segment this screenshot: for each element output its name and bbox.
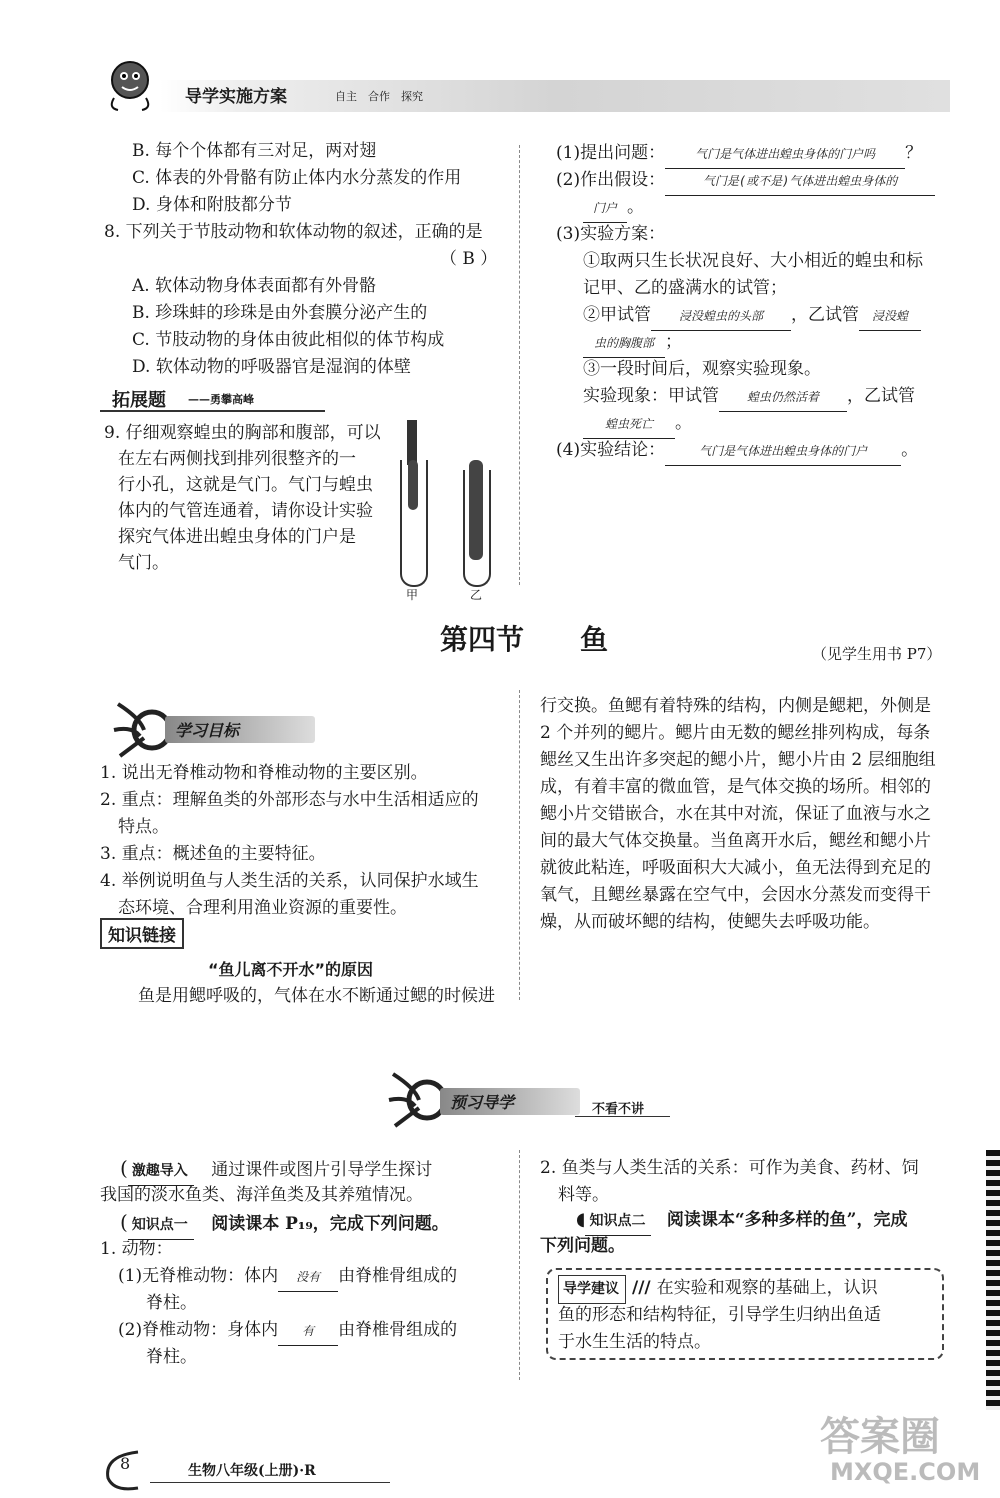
option-d: D. 身体和附肢都分节 [132, 195, 292, 215]
fill-hypothesis: 气门是(或不是)气体进出蝗虫身体的 [665, 168, 935, 196]
goal-4: 4. 举例说明鱼与人类生活的关系，认同保护水域生 [100, 871, 479, 891]
goal-1: 1. 说出无脊椎动物和脊椎动物的主要区别。 [100, 763, 428, 783]
step-3-2: ②甲试管 浸没蝗虫的头部 ，乙试管 浸没蝗 [583, 302, 921, 331]
tube-a-insect-body [408, 460, 418, 510]
extension-title: 拓展题 [112, 390, 166, 411]
fill-q1a: 没有 [278, 1264, 338, 1292]
page-number: 8 [120, 1454, 131, 1473]
step-3-1: ①取两只生长状况良好、大小相近的蝗虫和标 [583, 251, 923, 271]
fill-observation-b: 蝗虫死亡 [583, 411, 675, 439]
kp2-line: ◖ 知识点二 阅读课本“多种多样的鱼”，完成 [576, 1206, 907, 1236]
step-2-cont: 门户 。 [583, 194, 644, 223]
article-line-3: 鳃丝又生出许多突起的鳃小片，鳃小片由 2 层细胞组 [540, 750, 936, 770]
tube-a-label: 甲 [406, 588, 419, 602]
q9-line-3: 行小孔，这就是气门。气门与蝗虫 [118, 475, 373, 495]
q8-option-c: C. 节肢动物的身体由彼此相似的体节构成 [132, 330, 445, 350]
q9-line-5: 探究气体进出蝗虫身体的门户是 [118, 527, 356, 547]
goals-title: 学习目标 [165, 716, 315, 743]
question-8-answer: （ B ） [440, 249, 498, 269]
q1a-cont: 脊柱。 [146, 1293, 197, 1313]
step-3: (3)实验方案： [556, 224, 666, 244]
q9-line-1: 9. 仔细观察蝗虫的胸部和腹部，可以 [104, 423, 381, 443]
section-ref: （见学生用书 P7） [812, 645, 942, 663]
column-divider [519, 145, 520, 585]
step-3-3: ③一段时间后，观察实验现象。 [583, 359, 821, 379]
step-2: (2)作出假设： 气门是(或不是)气体进出蝗虫身体的 [556, 167, 935, 196]
step-1: (1)提出问题： 气门是气体进出蝗虫身体的门户吗 ？ [556, 140, 922, 169]
intro-line-2: 我国的淡水鱼类、海洋鱼类及其养殖情况。 [100, 1185, 423, 1205]
q1b-cont: 脊柱。 [146, 1347, 197, 1367]
advice-line-1: 导学建议 /// 在实验和观察的基础上，认识 [558, 1275, 878, 1304]
kp2-line-2: 下列问题。 [540, 1236, 625, 1256]
article-line-2: 2 个并列的鳃片。鳃片由无数的鳃丝排列构成，每条 [540, 723, 931, 743]
footer-rule [150, 1482, 390, 1483]
observation: 实验现象：甲试管 蝗虫仍然活着 ，乙试管 [583, 383, 915, 412]
column-divider-mid [519, 690, 520, 1000]
step-3-1-cont: 记甲、乙的盛满水的试管； [583, 278, 787, 298]
q9-line-2: 在左右两侧找到排列很整齐的一 [118, 449, 356, 469]
fill-tube-b: 浸没蝗 [859, 303, 921, 331]
tube-b-label: 乙 [470, 588, 483, 602]
goal-2: 2. 重点：理解鱼类的外部形态与水中生活相适应的 [100, 790, 479, 810]
binding-strip [986, 1150, 1000, 1410]
article-title: “鱼儿离不开水”的原因 [208, 960, 374, 979]
step-3-2-cont: 虫的胸腹部 ； [583, 329, 682, 358]
preview-underline [575, 1116, 670, 1117]
advice-tag: 导学建议 [558, 1275, 626, 1304]
fill-tube-b-cont: 虫的胸腹部 [583, 330, 665, 358]
option-b: B. 每个个体都有三对足，两对翅 [132, 141, 377, 161]
option-c: C. 体表的外骨骼有防止体内水分蒸发的作用 [132, 168, 462, 188]
q2-line-2: 料等。 [558, 1185, 609, 1205]
fill-conclusion: 气门是气体进出蝗虫身体的门户 [665, 438, 901, 466]
q9-line-6: 气门。 [118, 553, 169, 573]
fill-hypothesis-cont: 门户 [583, 195, 627, 223]
mascot-icon [100, 58, 160, 117]
article-line-9: 燥，从而破坏鳃的结构，使鳃失去呼吸功能。 [540, 912, 880, 932]
q8-option-b: B. 珍珠蚌的珍珠是由外套膜分泌产生的 [132, 303, 428, 323]
extension-underline [100, 410, 325, 412]
kp1-tag: 知识点一 [128, 1212, 194, 1240]
q8-option-a: A. 软体动物身体表面都有外骨骼 [132, 276, 377, 296]
column-divider-bottom [519, 1150, 520, 1380]
intro-line: ( 激趣导入 通过课件或图片引导学生探讨 [120, 1155, 432, 1186]
section-title: 第四节 鱼 [440, 623, 609, 656]
fill-tube-a: 浸没蝗虫的头部 [651, 303, 791, 331]
extension-header [100, 384, 330, 414]
article-line-1: 行交换。鱼鳃有着特殊的结构，内侧是鳃耙，外侧是 [540, 696, 931, 716]
goal-3: 3. 重点：概述鱼的主要特征。 [100, 844, 326, 864]
article-line-6: 间的最大气体交换量。当鱼离开水后，鳃丝和鳃小片 [540, 831, 931, 851]
q1b: (2)脊椎动物：身体内 有 由脊椎骨组成的 [118, 1317, 457, 1346]
advice-line-3: 于水生生活的特点。 [558, 1332, 711, 1352]
intro-tag: 激趣导入 [128, 1158, 194, 1186]
tube-a-insect-head [407, 420, 417, 465]
article-line-8: 氧气，且鳃丝暴露在空气中，会因水分蒸发而变得干 [540, 885, 931, 905]
header-title: 导学实施方案 [185, 87, 287, 107]
watermark-url: MXQE.COM [830, 1458, 981, 1486]
test-tube-illustration [395, 420, 505, 600]
book-title: 生物八年级(上册)·R [188, 1463, 316, 1479]
q2-line-1: 2. 鱼类与人类生活的关系：可作为美食、药材、饲 [540, 1158, 919, 1178]
kp2-tag: 知识点二 [585, 1208, 651, 1236]
step-4: (4)实验结论： 气门是气体进出蝗虫身体的门户 。 [556, 437, 918, 466]
q8-option-d: D. 软体动物的呼吸器官是湿润的体壁 [132, 357, 411, 377]
extension-subtitle: ——勇攀高峰 [188, 393, 254, 406]
question-8: 8. 下列关于节肢动物和软体动物的叙述，正确的是 [104, 222, 483, 242]
knowledge-link-title: 知识链接 [100, 918, 184, 949]
header-subtitle: 自主 合作 探究 [335, 90, 423, 103]
goal-4-cont: 态环境、合理利用渔业资源的重要性。 [118, 898, 407, 918]
article-line-7: 就彼此粘连，呼吸面积大大减小，鱼无法得到充足的 [540, 858, 931, 878]
watermark-logo: 答案圈 [820, 1414, 940, 1460]
preview-title: 预习导学 [440, 1088, 580, 1115]
q9-line-4: 体内的气管连通着，请你设计实验 [118, 501, 373, 521]
article-line-4: 成，有着丰富的微血管，是气体交换的场所。相邻的 [540, 777, 931, 797]
preview-subtitle: 不看不讲 [592, 1102, 645, 1117]
advice-line-2: 鱼的形态和结构特征，引导学生归纳出鱼适 [558, 1305, 881, 1325]
kp1-line: ( 知识点一 阅读课本 P₁₉，完成下列问题。 [120, 1209, 449, 1240]
q1: 1. 动物： [100, 1239, 173, 1259]
fill-question: 气门是气体进出蝗虫身体的门户吗 [665, 141, 905, 169]
q1a: (1)无脊椎动物：体内 没有 由脊椎骨组成的 [118, 1263, 457, 1292]
fill-q1b: 有 [278, 1318, 338, 1346]
goal-2-cont: 特点。 [118, 817, 169, 837]
article-line-5: 鳃小片交错嵌合，水在其中对流，保证了血液与水之 [540, 804, 931, 824]
fill-observation-a: 蝗虫仍然活着 [719, 384, 847, 412]
article-first-line: 鱼是用鳃呼吸的，气体在水不断通过鳃的时候进 [138, 986, 495, 1006]
observation-cont: 蝗虫死亡 。 [583, 410, 692, 439]
tube-b-insect-body [469, 460, 483, 560]
